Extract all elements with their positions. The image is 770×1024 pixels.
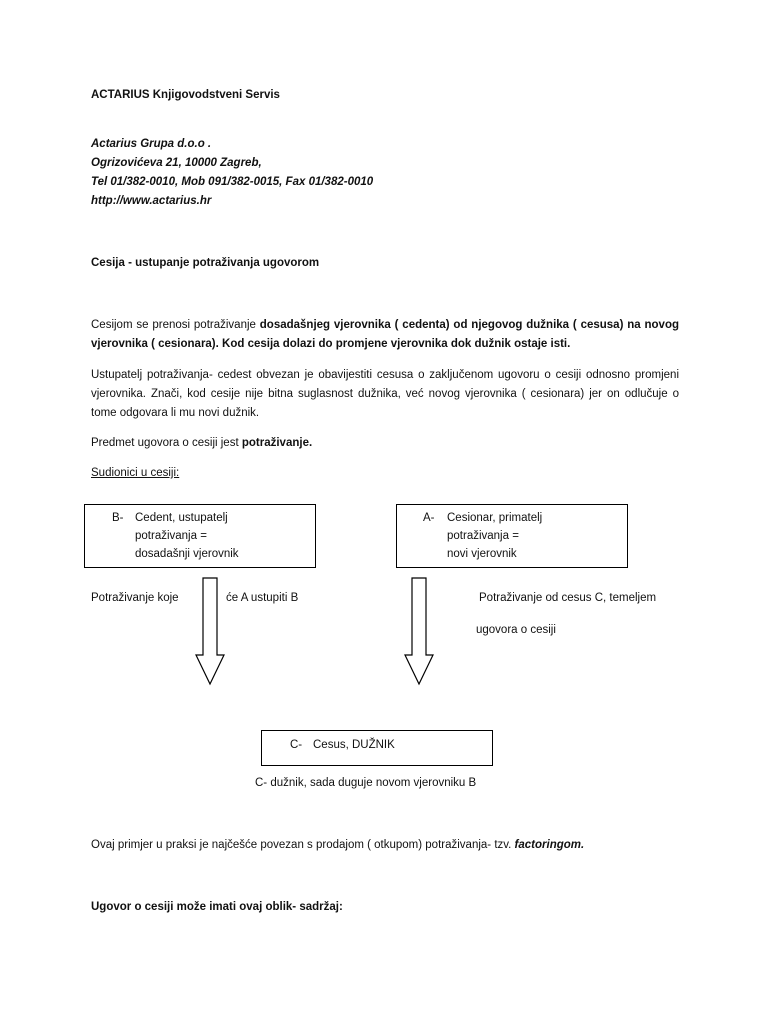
left-arrow-caption-2: će A ustupiti B bbox=[226, 592, 299, 604]
paragraph-subject bbox=[91, 434, 679, 453]
box-cessionary bbox=[396, 504, 628, 568]
paragraph-factoring bbox=[91, 837, 584, 853]
paragraph-subject-bold: potraživanje. bbox=[241, 437, 313, 449]
box-cessionary-marker: A- bbox=[423, 512, 435, 524]
company-address: Ogrizovićeva 21, 10000 Zagreb, bbox=[91, 157, 262, 169]
participants-heading: Sudionici u cesiji: bbox=[91, 467, 180, 479]
box-cedent bbox=[84, 504, 316, 568]
paragraph-intro-bold: dosadašnjeg vjerovnika ( cedenta) od njegovog dužnika ( cesusa) na novog vjerovnika ( cesionara). Kod cesija dolazi do promjene vjerovnika dok dužnik ostaje isti. bbox=[91, 319, 679, 350]
down-arrow-left-icon bbox=[195, 578, 227, 686]
company-phones: Tel 01/382-0010, Mob 091/382-0015, Fax 01/382-0010 bbox=[91, 176, 374, 188]
paragraph-factoring-text: Ovaj primjer u praksi je najčešće povezan s prodajom ( otkupom) potraživanja- tzv. bbox=[91, 839, 515, 851]
left-arrow-caption-1: Potraživanje koje bbox=[91, 592, 179, 604]
box-cedent-line3: dosadašnji vjerovnik bbox=[135, 548, 239, 560]
box-debtor bbox=[261, 730, 493, 766]
paragraph-intro-text: Cesijom se prenosi potraživanje bbox=[91, 319, 260, 331]
box-debtor-marker: C- bbox=[290, 739, 303, 751]
box-cedent-line1: Cedent, ustupatelj bbox=[135, 512, 228, 524]
box-cedent-line2: potraživanja = bbox=[135, 530, 207, 542]
contract-form-heading: Ugovor o cesiji može imati ovaj oblik- sadržaj: bbox=[91, 901, 343, 913]
box-cessionary-line2: potraživanja = bbox=[447, 530, 519, 542]
document-header-title: ACTARIUS Knjigovodstveni Servis bbox=[91, 89, 280, 101]
box-cessionary-line3: novi vjerovnik bbox=[447, 548, 517, 560]
right-arrow-caption-1: Potraživanje od cesus C, temeljem bbox=[479, 592, 657, 604]
paragraph-factoring-term: factoringom. bbox=[514, 839, 585, 851]
company-website: http://www.actarius.hr bbox=[91, 195, 212, 207]
paragraph-intro bbox=[91, 316, 679, 354]
paragraph-subject-text: Predmet ugovora o cesiji jest bbox=[91, 437, 242, 449]
box-debtor-label: Cesus, DUŽNIK bbox=[313, 739, 395, 751]
paragraph-assignor-duty: Ustupatelj potraživanja- cedest obvezan je obavijestiti cesusa o zaključenom ugovoru o cesiji odnosno promjeni vjerovnika. Znači, kod cesije nije bitna suglasnost dužnika, već novog vjerovnika ( cesionara) jer on odlučuje o tome odgovara li mu novi dužnik. bbox=[91, 369, 679, 419]
company-name: Actarius Grupa d.o.o . bbox=[91, 138, 212, 150]
box-cessionary-line1: Cesionar, primatelj bbox=[447, 512, 543, 524]
right-arrow-caption-2: ugovora o cesiji bbox=[476, 624, 556, 636]
box-cedent-marker: B- bbox=[112, 512, 124, 524]
down-arrow-right-icon bbox=[404, 578, 436, 686]
debtor-caption: C- dužnik, sada duguje novom vjerovniku B bbox=[255, 777, 477, 789]
section-title: Cesija - ustupanje potraživanja ugovorom bbox=[91, 257, 320, 269]
